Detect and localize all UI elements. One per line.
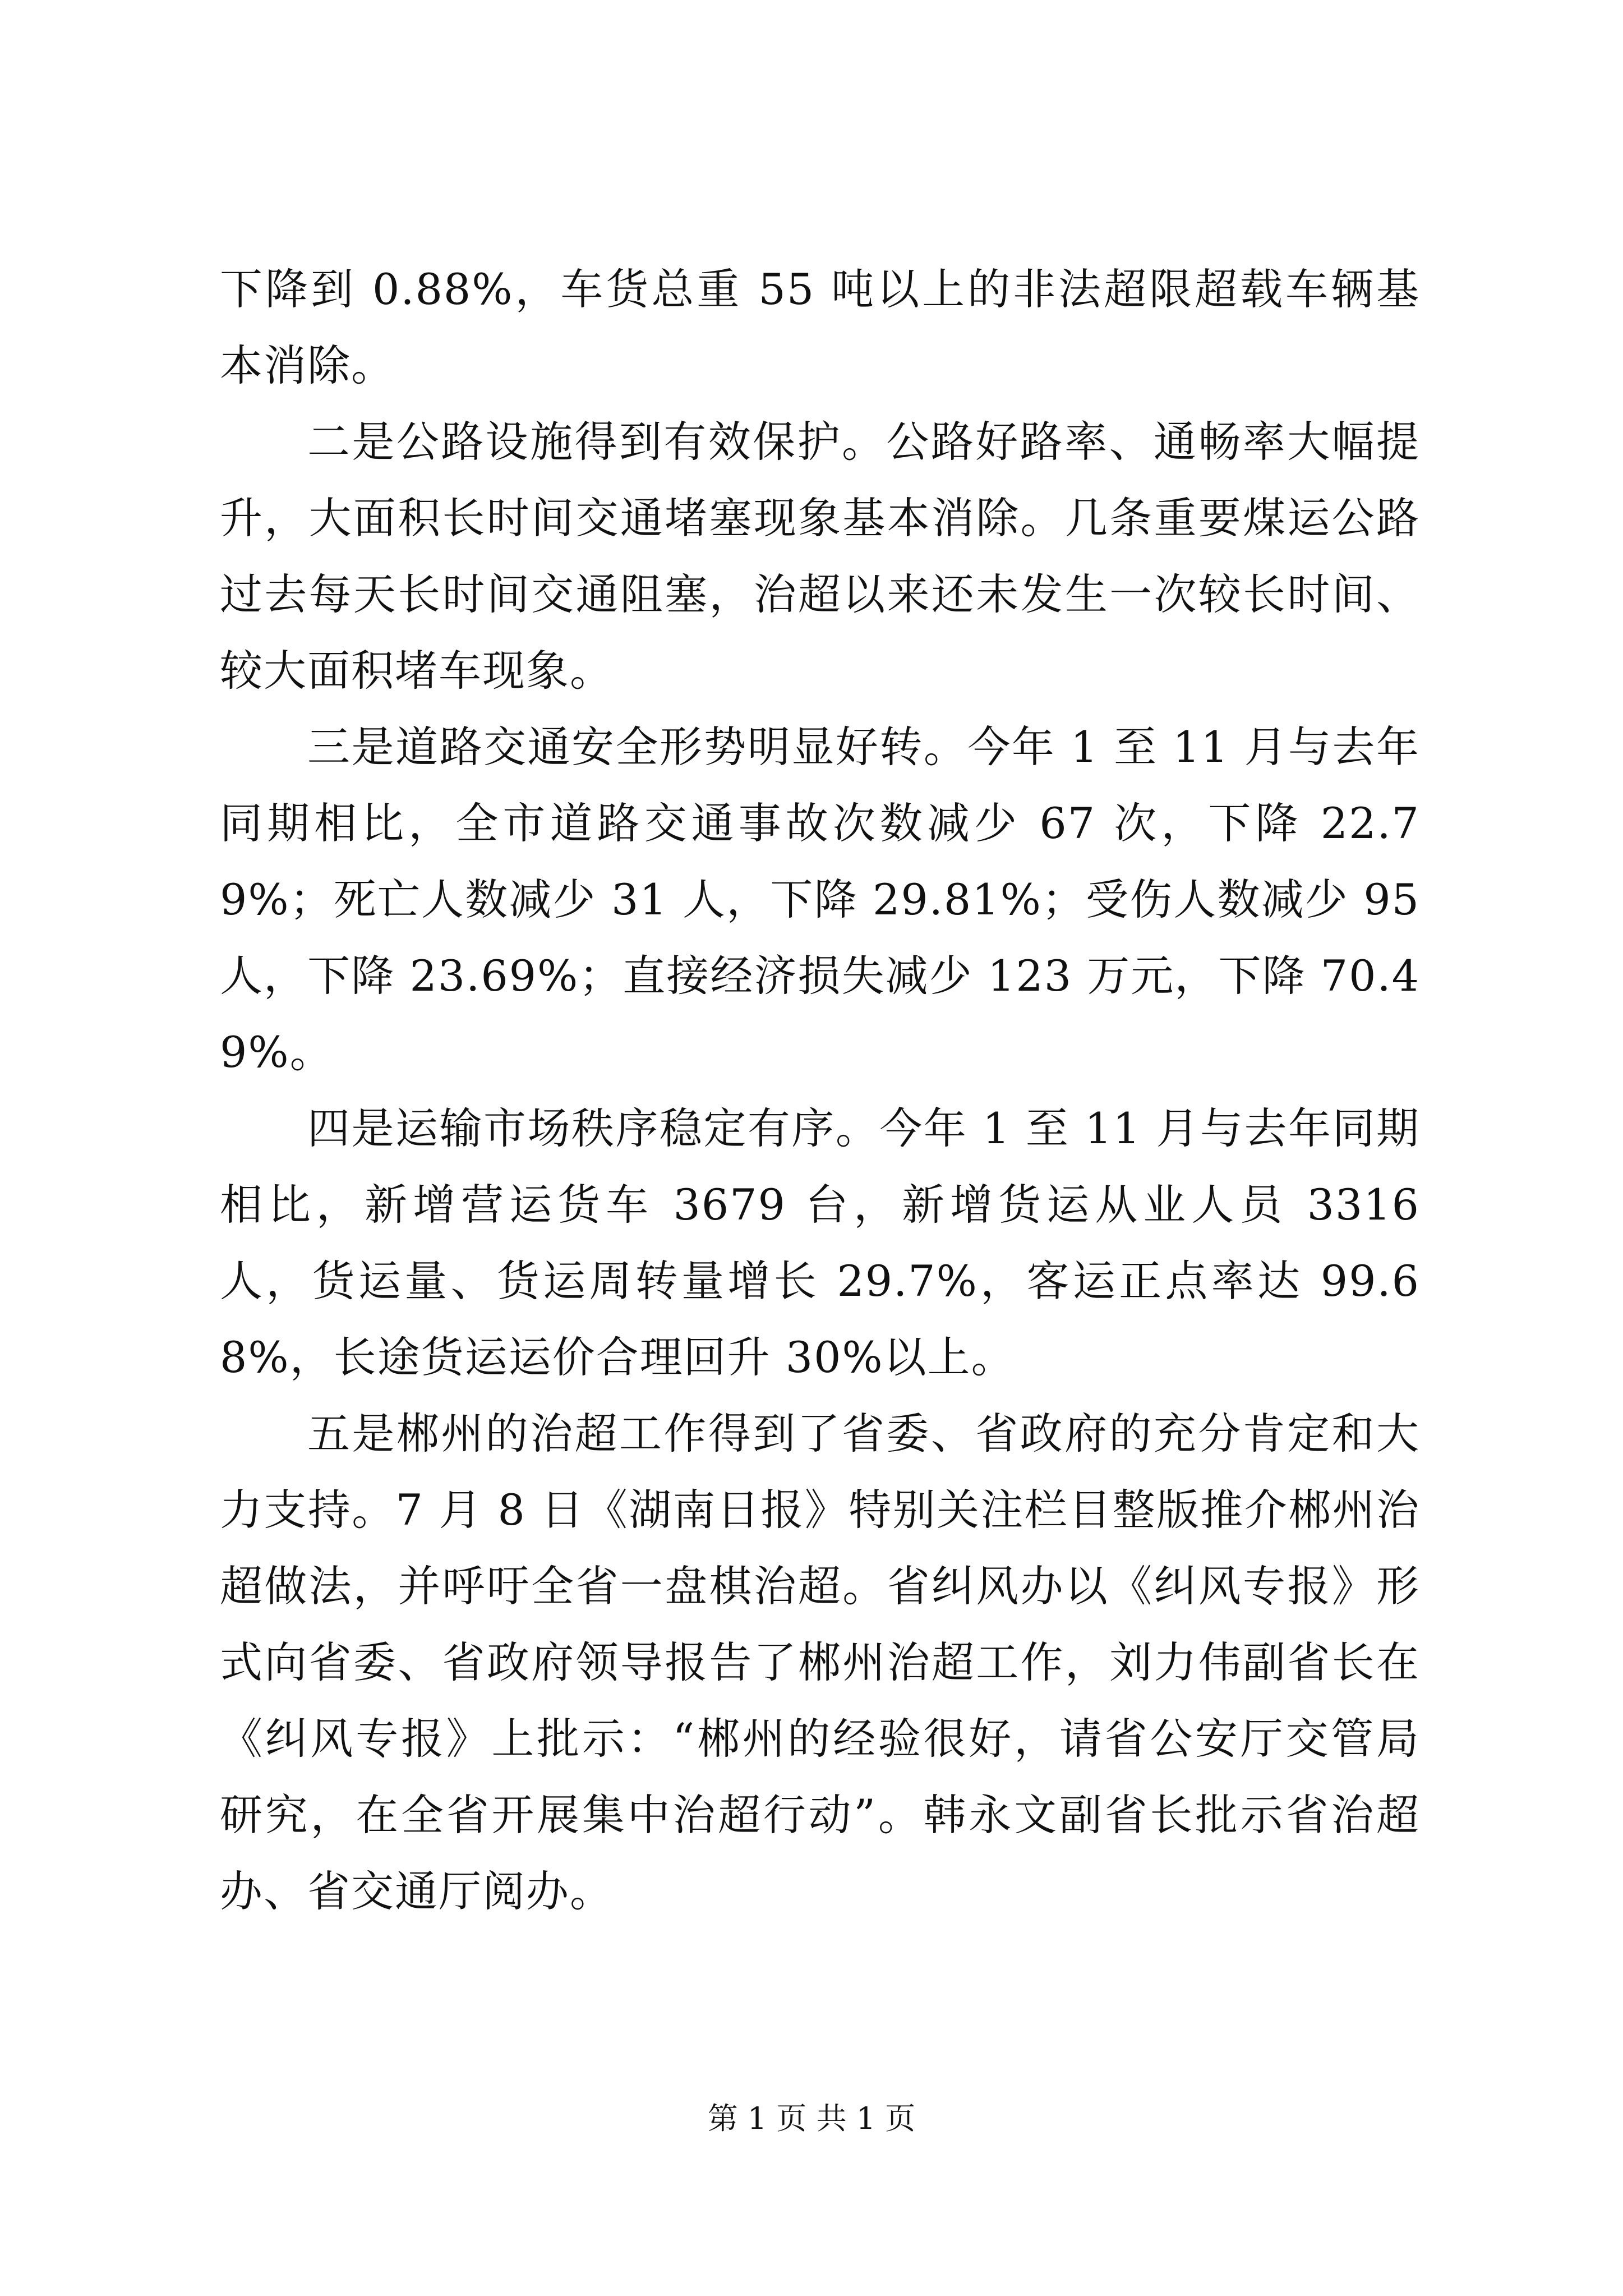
- paragraph-4: 四是运输市场秩序稳定有序。今年 1 至 11 月与去年同期相比，新增营运货车 3679 台，新增货运从业人员 3316 人，货运量、货运周转量增长 29.7%，客运正点率达 99.68%，长途货运运价合理回升 30%以上。: [220, 1103, 1420, 1382]
- document-body: [220, 251, 1420, 1930]
- paragraph-1: 下降到 0.88%，车货总重 55 吨以上的非法超限超载车辆基本消除。: [220, 264, 1420, 390]
- paragraph-2: 二是公路设施得到有效保护。公路好路率、通畅率大幅提升，大面积长时间交通堵塞现象基本消除。几条重要煤运公路过去每天长时间交通阻塞，治超以来还未发生一次较长时间、较大面积堵车现象。: [220, 417, 1420, 696]
- paragraph-3: 三是道路交通安全形势明显好转。今年 1 至 11 月与去年同期相比，全市道路交通事故次数减少 67 次，下降 22.79%；死亡人数减少 31 人，下降 29.81%；受伤人数减少 95 人，下降 23.69%；直接经济损失减少 123 万元，下降 70.49%。: [220, 722, 1420, 1077]
- page-footer: 第 1 页 共 1 页: [707, 2101, 916, 2136]
- paragraph-5: 五是郴州的治超工作得到了省委、省政府的充分肯定和大力支持。7 月 8 日《湖南日报》特别关注栏目整版推介郴州治超做法，并呼吁全省一盘棋治超。省纠风办以《纠风专报》形式向省委、省政府领导报告了郴州治超工作，刘力伟副省长在《纠风专报》上批示：“郴州的经验很好，请省公安厅交管局研究，在全省开展集中治超行动”。韩永文副省长批示省治超办、省交通厅阅办。: [220, 1409, 1420, 1916]
